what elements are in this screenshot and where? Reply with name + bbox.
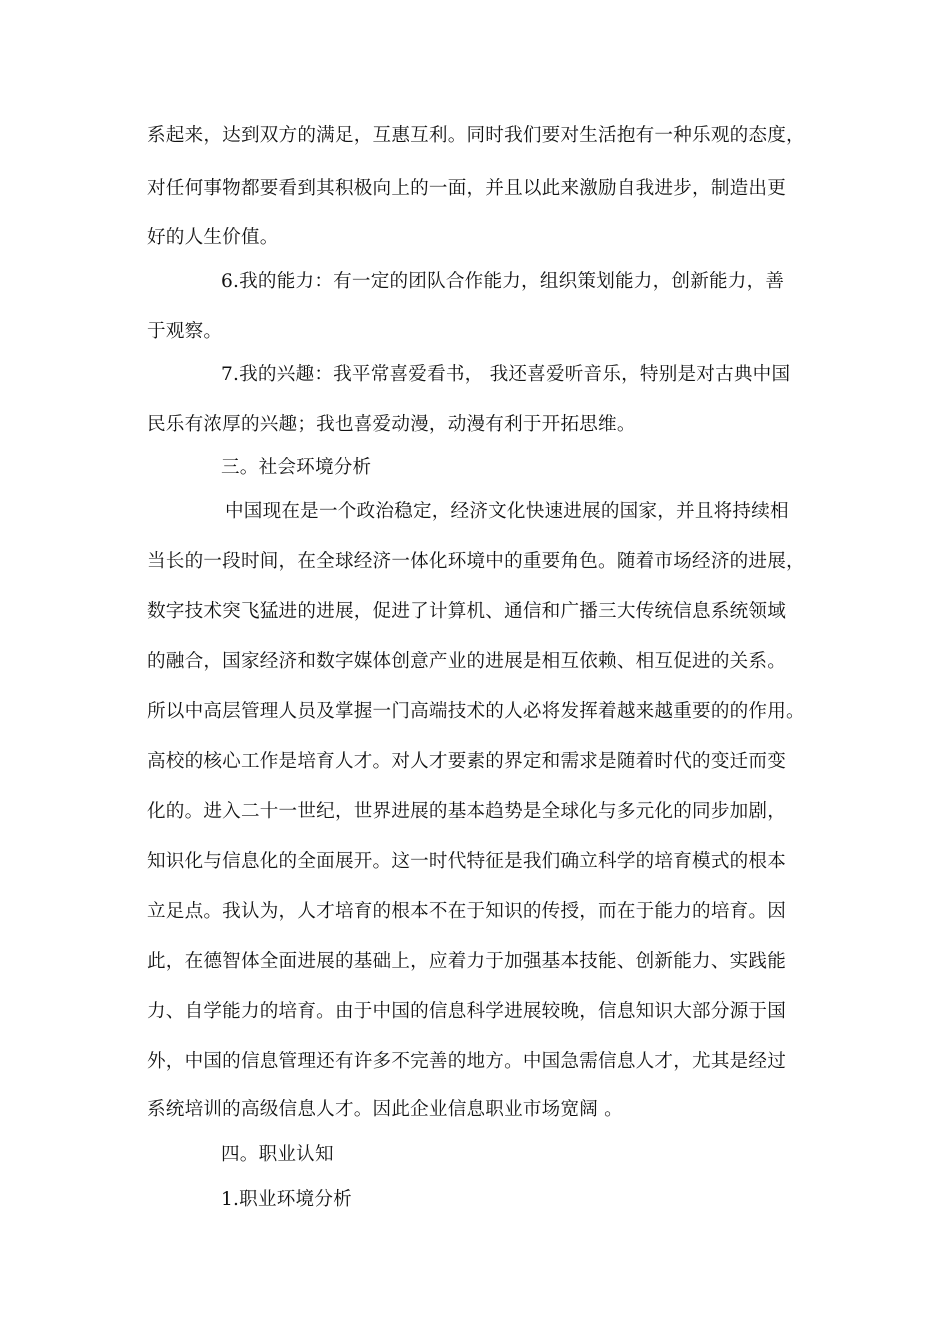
text-line-18: 此，在德智体全面进展的基础上，应着力于加强基本技能、创新能力、实践能 [147,951,786,972]
text-line-1: 系起来，达到双方的满足，互惠互利。同时我们要对生活抱有一种乐观的态度， [147,125,805,146]
text-line-13: 所以中高层管理人员及掌握一门高端技术的人必将发挥着越来越重要的的作用。 [147,701,805,722]
section-heading-4: 四。职业认知 [221,1144,334,1165]
text-line-20: 外，中国的信息管理还有许多不完善的地方。中国急需信息人才，尤其是经过 [147,1051,786,1072]
text-line-6: 7.我的兴趣：我平常喜爱看书， 我还喜爱听音乐，特别是对古典中国 [221,364,791,385]
section-heading-3: 三。社会环境分析 [221,457,372,478]
text-line-10: 当长的一段时间，在全球经济一体化环境中的重要角色。随着市场经济的进展， [147,551,805,572]
text-line-3: 好的人生价值。 [147,227,279,248]
text-line-14: 高校的核心工作是培育人才。对人才要素的界定和需求是随着时代的变迁而变 [147,751,786,772]
text-line-19: 力、自学能力的培育。由于中国的信息科学进展较晚，信息知识大部分源于国 [147,1001,786,1022]
text-line-2: 对任何事物都要看到其积极向上的一面，并且以此来激励自我进步，制造出更 [147,178,786,199]
text-line-11: 数字技术突飞猛进的进展，促进了计算机、通信和广播三大传统信息系统领域 [147,601,786,622]
text-line-16: 知识化与信息化的全面展开。这一时代特征是我们确立科学的培育模式的根本 [147,851,786,872]
subsection-heading-1: 1.职业环境分析 [221,1189,352,1210]
text-line-21: 系统培训的高级信息人才。因此企业信息职业市场宽阔 。 [147,1099,623,1120]
text-line-5: 于观察。 [147,321,223,342]
text-line-12: 的融合，国家经济和数字媒体创意产业的进展是相互依赖、相互促进的关系。 [147,651,786,672]
text-line-7: 民乐有浓厚的兴趣；我也喜爱动漫，动漫有利于开拓思维。 [147,414,636,435]
text-line-17: 立足点。我认为，人才培育的根本不在于知识的传授，而在于能力的培育。因 [147,901,786,922]
text-line-15: 化的。进入二十一世纪，世界进展的基本趋势是全球化与多元化的同步加剧， [147,801,786,822]
text-line-4: 6.我的能力：有一定的团队合作能力，组织策划能力，创新能力，善 [221,271,785,292]
text-line-9: 中国现在是一个政治稳定，经济文化快速进展的国家，并且将持续相 [225,501,789,522]
